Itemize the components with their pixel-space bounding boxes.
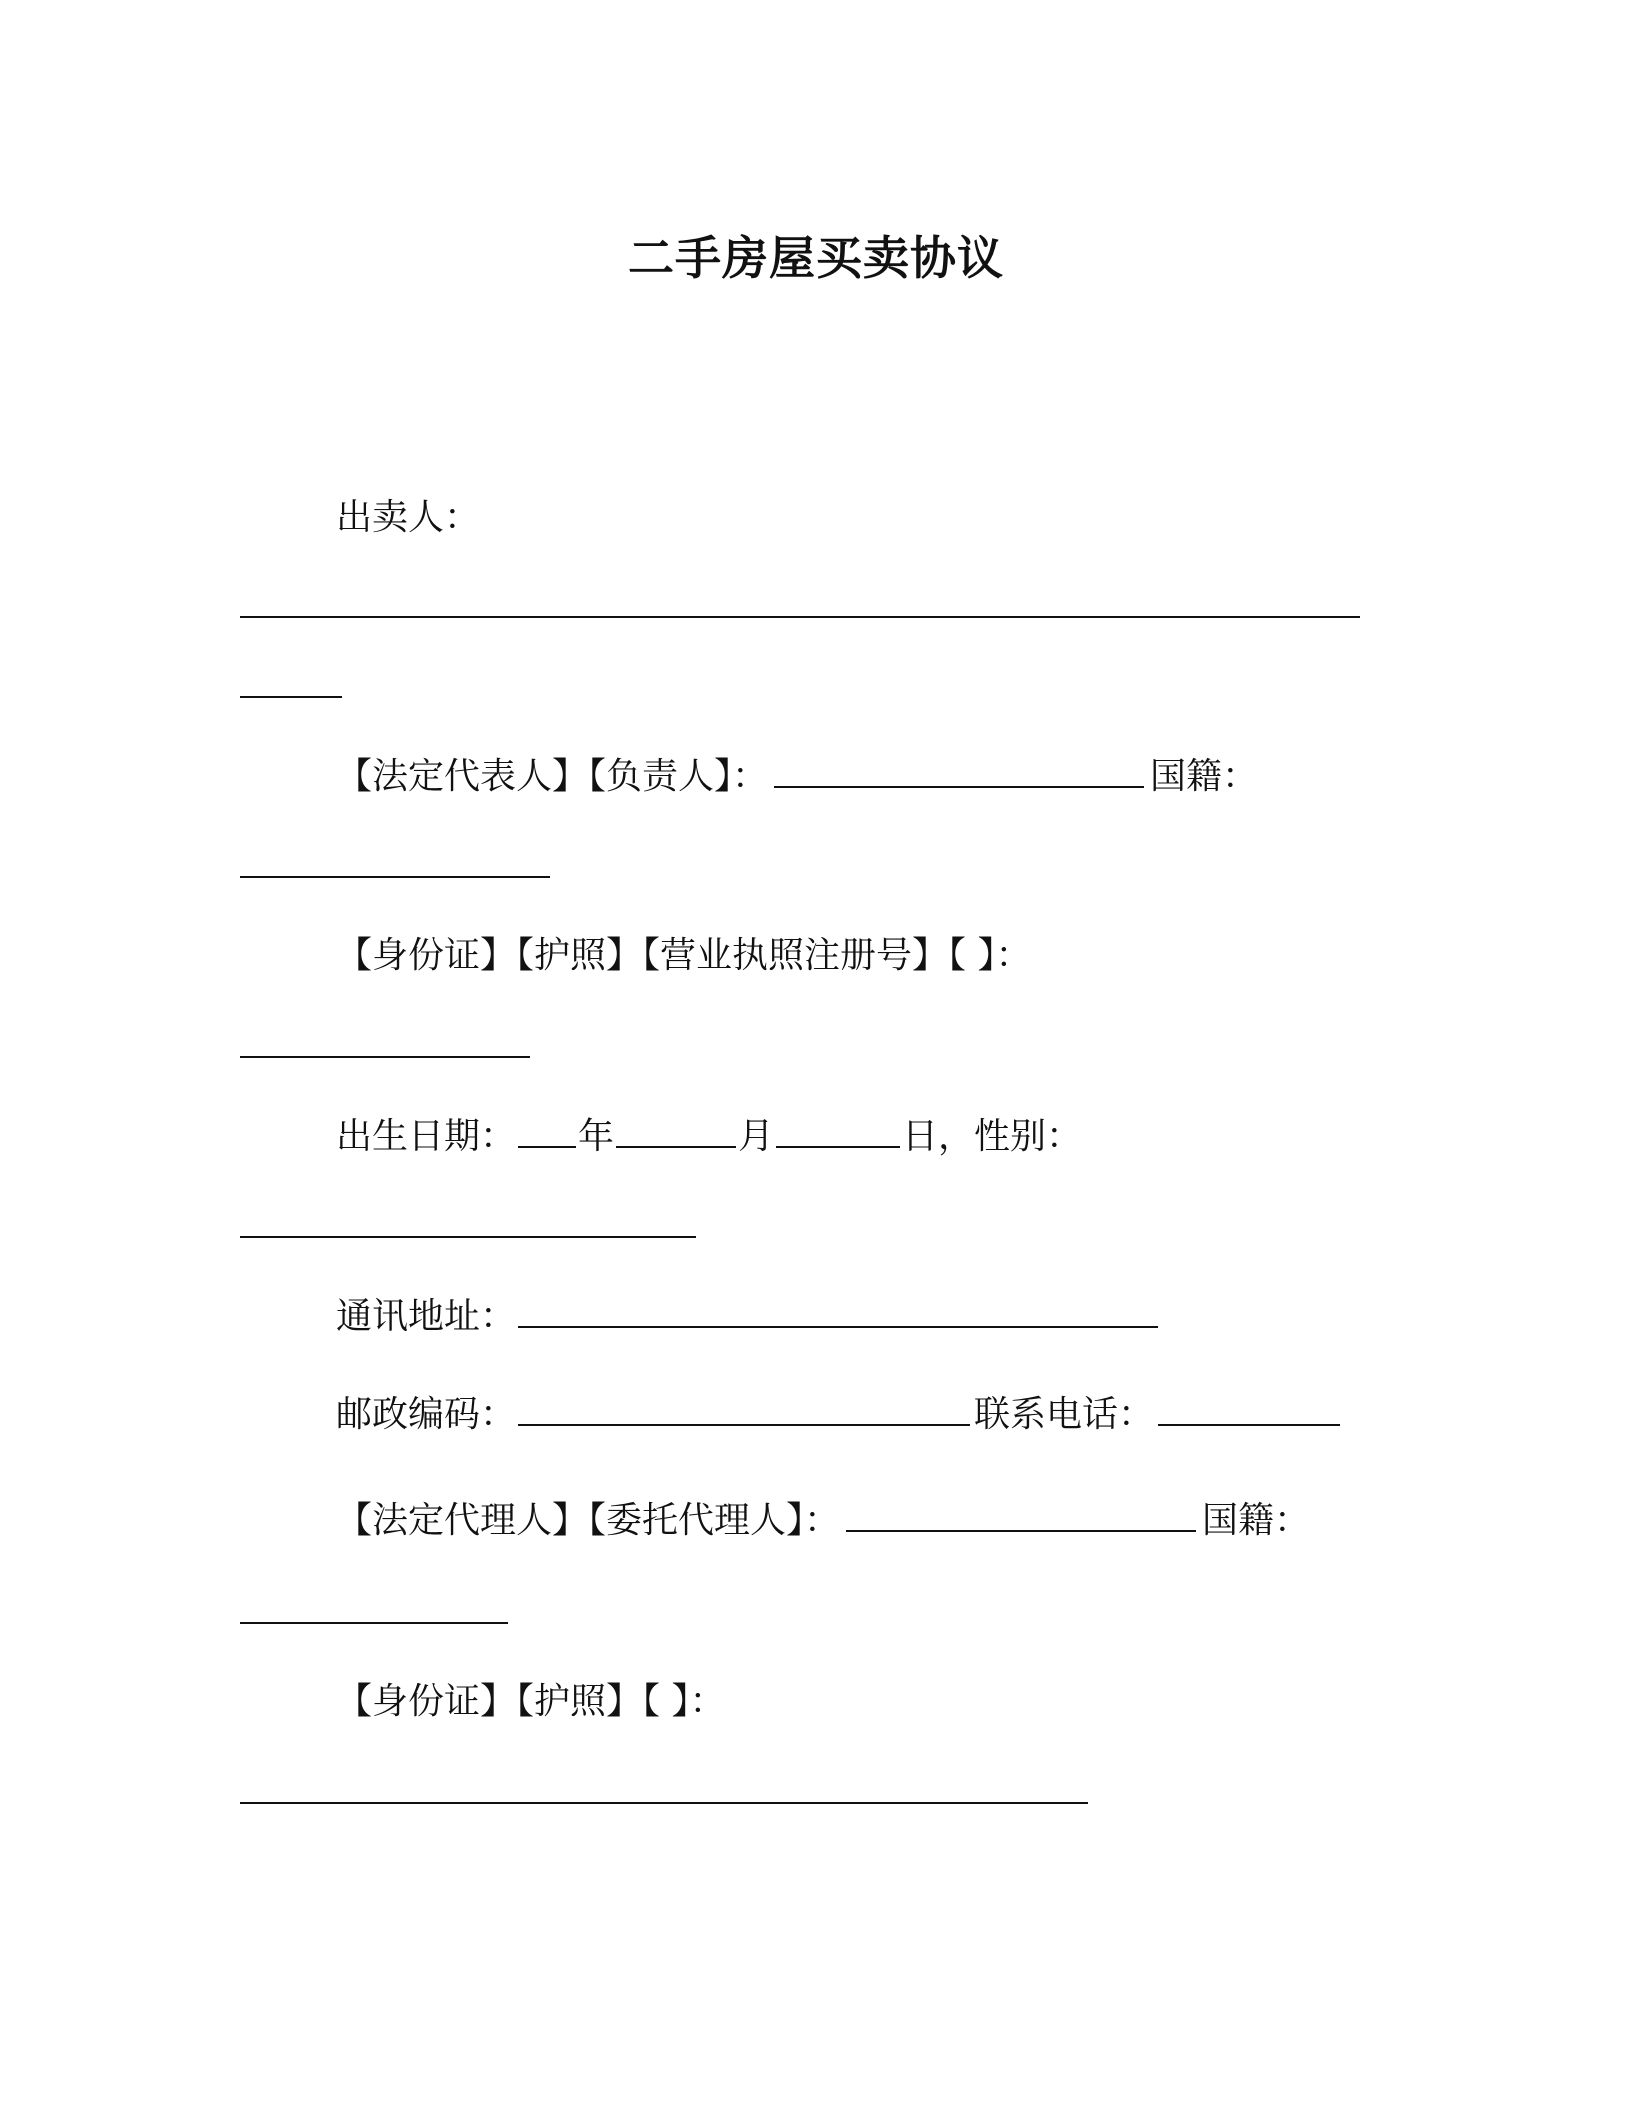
document-title: 二手房屋买卖协议 [628,231,1004,285]
legal-rep-blank[interactable] [774,752,1144,788]
id-number-blank[interactable] [240,1056,530,1058]
legal-rep-row [336,752,1258,801]
gender-blank[interactable] [240,1236,696,1238]
postal-blank[interactable] [518,1390,970,1426]
address-label: 通讯地址： [336,1296,517,1337]
agent-blank[interactable] [846,1496,1196,1532]
agent-id-label: 【身份证】【护照】【 】： [336,1681,726,1722]
agent-nationality-label: 国籍： [1202,1500,1311,1541]
agent-nationality-blank[interactable] [240,1622,508,1624]
agent-id-blank[interactable] [240,1802,1088,1804]
seller-blank-line-1[interactable] [240,616,1360,618]
postal-phone-row [336,1390,1340,1439]
phone-blank[interactable] [1158,1390,1340,1426]
birth-date-row [336,1112,1082,1161]
month-label: 月 [738,1116,775,1157]
seller-blank-line-2[interactable] [240,696,342,698]
agent-label: 【法定代理人】【委托代理人】： [336,1500,841,1541]
birth-month-blank[interactable] [616,1112,736,1148]
legal-rep-label: 【法定代表人】【负责人】： [336,756,769,797]
address-blank[interactable] [518,1292,1158,1328]
birth-year-blank[interactable] [518,1112,576,1148]
id-types-label: 【身份证】【护照】【营业执照注册号】【 】： [336,935,1032,976]
nationality-blank[interactable] [240,876,550,878]
birth-label: 出生日期： [336,1116,517,1157]
address-row [336,1292,1160,1341]
phone-label: 联系电话： [974,1394,1155,1435]
year-label: 年 [578,1116,615,1157]
day-gender-label: 日，性别： [902,1116,1083,1157]
agent-row [336,1496,1310,1545]
nationality-label: 国籍： [1150,756,1259,797]
postal-label: 邮政编码： [336,1394,517,1435]
seller-label: 出卖人： [336,497,481,538]
birth-day-blank[interactable] [776,1112,900,1148]
